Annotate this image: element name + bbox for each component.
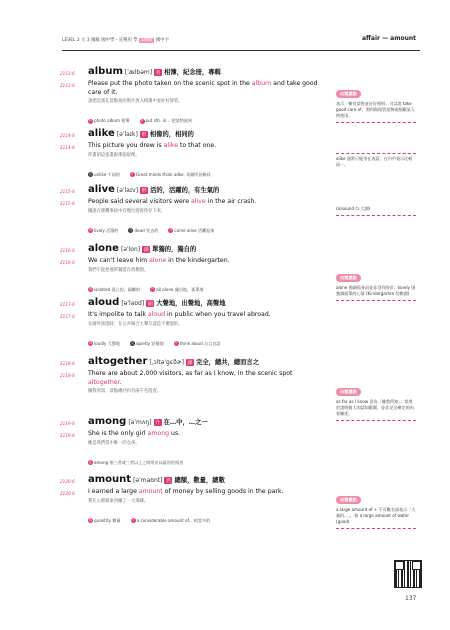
phrase-icon: 片 xyxy=(130,172,135,177)
related-words xyxy=(88,217,322,236)
part-of-speech-badge: 形 xyxy=(141,188,147,194)
note-icon: 注 xyxy=(88,460,93,465)
meaning: 單獨的，獨自的 xyxy=(152,246,197,253)
note-tag: 出題重點 xyxy=(336,496,361,504)
level-highlight: 1000 xyxy=(141,38,153,43)
part-of-speech-badge: 副 xyxy=(187,360,193,366)
page-number: 137 xyxy=(405,595,417,602)
phrase-icon: 片 xyxy=(151,287,155,292)
word-range: affair — amount xyxy=(362,35,416,42)
headword: altogether xyxy=(88,356,148,367)
sidebar-note xyxy=(336,264,416,301)
translation: 你畫的這張畫跟那張很像。 xyxy=(88,152,140,158)
translation: 據說在墜機事故中有幾位遊客倖存下來。 xyxy=(88,208,166,214)
synonym-icon: 同 xyxy=(88,228,93,233)
note-tag: 出題重點 xyxy=(336,274,361,282)
note-text: a large amount of + 不可數名詞表示「大量的...」，如 a large amount of water (good) xyxy=(336,507,416,524)
level-suffix: 國中字 xyxy=(155,38,169,43)
related-words xyxy=(88,507,322,526)
example-sentence: People said several visitors were alive in the air crash. xyxy=(88,198,257,205)
example-sentence: There are about 2,000 visitors, as far as I know, in the scenic spot altogether. xyxy=(88,370,293,386)
note-tag: 出題重點 xyxy=(336,90,361,98)
note-divider xyxy=(336,420,416,421)
entry-rank: 2118-6 xyxy=(60,361,75,366)
entry-rank: 2120-6 xyxy=(60,479,75,484)
headword: among xyxy=(88,416,127,427)
example-sentence: It's impolite to talk aloud in public when you travel abroad. xyxy=(88,311,271,318)
related-words xyxy=(88,276,322,295)
note-text: (a)sound (ɔ 大調) xyxy=(336,206,371,211)
antonym-icon: 反 xyxy=(88,172,93,177)
phrase-icon: 片 xyxy=(174,341,178,346)
level-mid: 國中學・宣傳用 學 xyxy=(101,38,138,43)
note-text: alike 通常只能用在表語，在句中表示比較同一。 xyxy=(336,156,413,167)
related-chip: 片 Great minds think alike. 英雄所見略同 xyxy=(130,171,211,177)
example-sentence: We can't leave him alone in the kindergarten. xyxy=(88,257,230,264)
entry-alone xyxy=(60,243,322,295)
related-words xyxy=(88,161,322,180)
entry-rank: 2113-6 xyxy=(60,71,75,76)
related-chip: 反 quietly 安靜地 xyxy=(130,340,164,346)
sidebar-note xyxy=(336,378,416,421)
header-divider xyxy=(62,50,420,51)
related-icon: 片 xyxy=(88,118,93,123)
example-sentence: I earned a large amount of money by selling goods in the park. xyxy=(88,488,284,495)
part-of-speech-badge: 名 xyxy=(165,478,171,484)
example-rank: 2116-6 xyxy=(60,260,75,265)
note-tag: 出題重點 xyxy=(336,388,361,396)
headword: alone xyxy=(88,243,119,254)
part-of-speech-badge: 副 xyxy=(147,301,153,307)
pronunciation: [əˈmaʊnt] xyxy=(133,477,163,484)
related-chip: 注 among 指三者或三者以上之間用法以區別於兩者 xyxy=(88,459,184,465)
note-divider xyxy=(336,153,416,154)
example-rank: 2118-6 xyxy=(60,373,75,378)
pronunciation: [əˈmʌŋ] xyxy=(128,419,152,426)
note-text: as far as I know 意為「據我所知」；常用於說明個人的認知範圍，並非完全確定的內容陳述。 xyxy=(336,399,414,416)
note-text: alone 強調孤身而並非沒有陪伴；lonely 則強調孤單的心情 (Kindergarten 幼稚園) xyxy=(336,285,416,296)
part-of-speech-badge: 介 xyxy=(155,420,161,426)
entry-rank: 2116-6 xyxy=(60,248,75,253)
example-rank: 2115-6 xyxy=(60,201,75,206)
related-chip: 反 dead 死去的 xyxy=(129,227,159,233)
example-sentence: Please put the photo taken on the scenic spot in the album and take good care of it. xyxy=(88,80,318,96)
entry-album xyxy=(60,66,322,126)
headword: alike xyxy=(88,128,115,139)
sidebar-note xyxy=(336,204,416,216)
pronunciation: [ˌɔltəˈgɛðɚ] xyxy=(149,359,185,366)
level-prefix: LEVEL 2 大 3 國級 xyxy=(62,38,100,43)
part-of-speech-badge: 副 xyxy=(143,247,149,253)
related-chip: 片 all alone 獨自地，孤單地 xyxy=(151,286,204,292)
entry-rank: 2117-6 xyxy=(60,302,75,307)
note-divider xyxy=(336,122,416,123)
sidebar-note xyxy=(336,150,416,168)
note-divider xyxy=(336,215,416,216)
example-rank: 2114-6 xyxy=(60,145,75,150)
entry-alike xyxy=(60,128,322,180)
related-icon: 片 xyxy=(140,118,144,123)
meaning: 完全，總共，總而言之 xyxy=(196,359,260,366)
related-chip: 片 photo album 相簿 xyxy=(88,118,130,124)
headword: alive xyxy=(88,184,115,195)
related-chip: 片 come alive 活躍起來 xyxy=(169,227,215,233)
related-words xyxy=(88,330,322,349)
pronunciation: [əˈlaɪv] xyxy=(116,187,139,194)
related-chip: 片 put sth. in... 把某物放到 xyxy=(140,118,192,124)
meaning: 活的，活躍的，有生氣的 xyxy=(150,187,220,194)
note-text: 表示「擁有某物並好好照料」可以說 take good care of；照料與保管某物或照顧某人時使用。 xyxy=(336,101,415,118)
part-of-speech-badge: 形 xyxy=(141,132,147,138)
qr-code[interactable] xyxy=(394,560,422,588)
related-chip: 同 loudly 大聲地 xyxy=(88,340,120,346)
entry-amount xyxy=(60,474,322,526)
entry-alive xyxy=(60,184,322,236)
sidebar-note xyxy=(336,486,416,529)
sidebar-note xyxy=(336,80,416,123)
related-words xyxy=(88,449,322,468)
related-words xyxy=(88,107,322,126)
example-sentence: This picture you drew is alike to that one. xyxy=(88,142,217,149)
entry-rank: 2115-6 xyxy=(60,189,75,194)
pronunciation: [ˈælbəm] xyxy=(124,69,153,76)
translation: 她是我們當中唯一的女孩。 xyxy=(88,440,140,446)
antonym-icon: 反 xyxy=(129,228,133,233)
translation: 我在公園賣東西賺了一大筆錢。 xyxy=(88,498,149,504)
related-chip: 同 quantity 數量 xyxy=(88,517,121,523)
pronunciation: [əˈlaʊd] xyxy=(121,300,145,307)
related-chip: 同 lively 活潑的 xyxy=(88,227,119,233)
headword: amount xyxy=(88,474,132,485)
level-indicator xyxy=(62,36,262,46)
synonym-icon: 同 xyxy=(88,341,93,346)
meaning: 相像的，相同的 xyxy=(149,131,194,138)
meaning: 大聲地，出聲地，高聲地 xyxy=(156,300,226,307)
example-rank: 2117-6 xyxy=(60,314,75,319)
translation: 我們不能把他單獨留在幼稚園。 xyxy=(88,267,149,273)
meaning: 總額，數量，總數 xyxy=(174,477,225,484)
related-chip: 同 isolated 孤立的，隔離的 xyxy=(88,286,141,292)
synonym-icon: 同 xyxy=(88,287,93,292)
note-divider xyxy=(336,300,416,301)
entry-among xyxy=(60,416,322,468)
pronunciation: [əˈlon] xyxy=(120,246,141,253)
antonym-icon: 反 xyxy=(130,341,135,346)
headword: album xyxy=(88,66,123,77)
related-chip: 反 unlike 不同的 xyxy=(88,171,120,177)
entry-altogether xyxy=(60,356,322,394)
entry-rank: 2119-6 xyxy=(60,421,75,426)
translation: 在國外旅遊時，在公共場合大聲交談是不禮貌的。 xyxy=(88,321,183,327)
example-rank: 2113-6 xyxy=(60,83,75,88)
example-sentence: She is the only girl among us. xyxy=(88,430,181,437)
translation: 據我所知，景點總共約有兩千名遊客。 xyxy=(88,389,162,395)
translation: 請把這張在景點拍的照片放入相簿中並好好保管。 xyxy=(88,99,183,105)
entry-rank: 2114-6 xyxy=(60,133,75,138)
related-chip: 片 think aloud 自言自語 xyxy=(174,340,221,346)
meaning: 在…中，…之一 xyxy=(163,419,208,426)
phrase-icon: 片 xyxy=(169,228,173,233)
note-divider xyxy=(336,528,416,529)
phrase-icon: 片 xyxy=(131,518,135,523)
headword: aloud xyxy=(88,297,120,308)
example-rank: 2120-6 xyxy=(60,491,75,496)
part-of-speech-badge: 名 xyxy=(155,70,161,76)
example-rank: 2119-6 xyxy=(60,433,75,438)
meaning: 相簿，紀念冊，專輯 xyxy=(164,69,221,76)
entry-aloud xyxy=(60,297,322,349)
pronunciation: [əˈlaɪk] xyxy=(116,131,138,138)
related-chip: 片 a considerable amount of... 相當多的 xyxy=(131,517,211,523)
synonym-icon: 同 xyxy=(88,518,93,523)
